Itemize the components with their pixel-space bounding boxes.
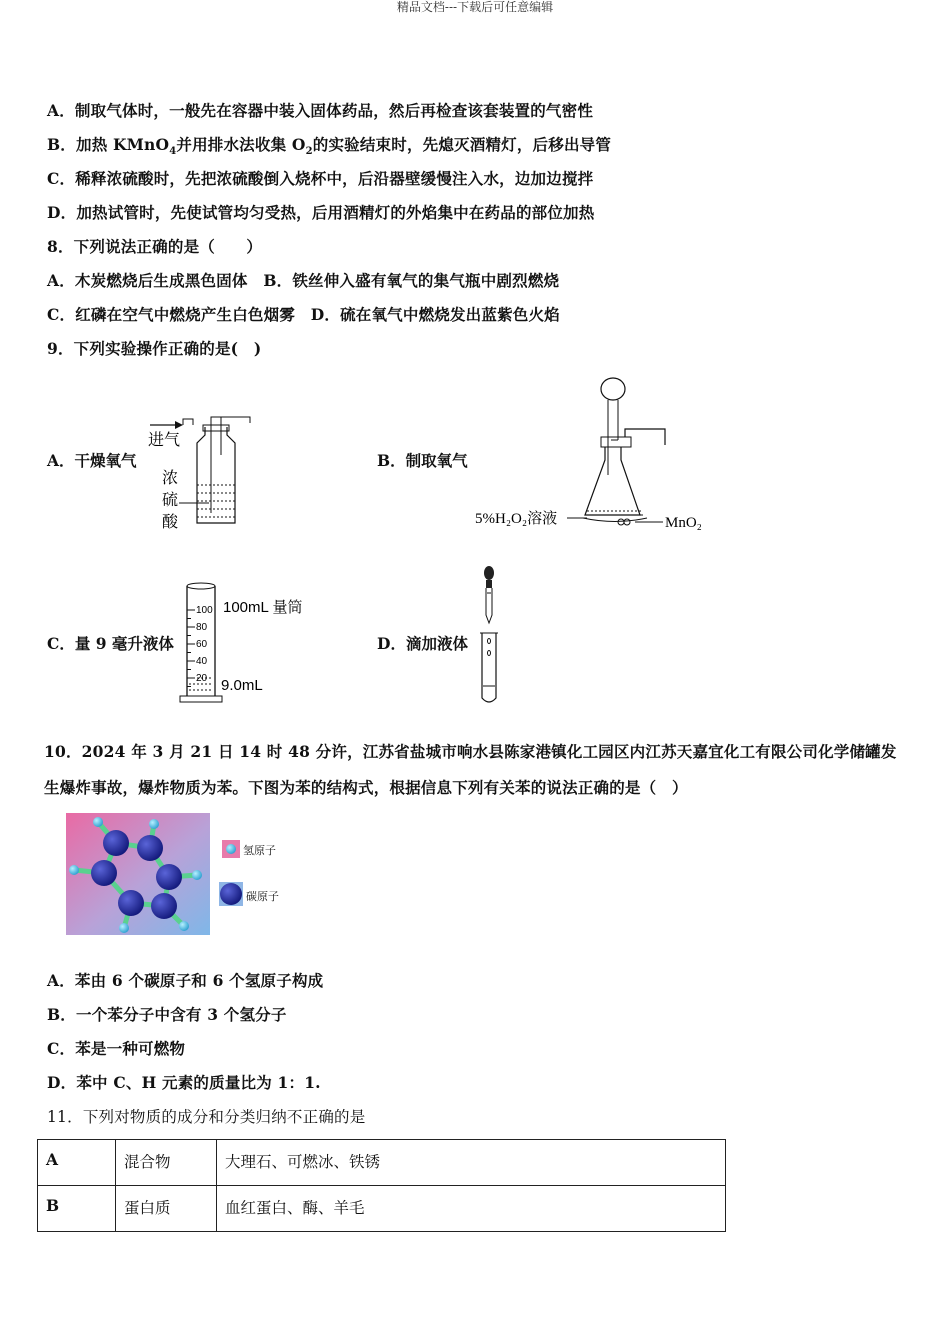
table-cell-key: B (38, 1186, 116, 1232)
option-b-prev: B．加热 KMnO$_4$并用排水法收集 $O_2$的实验结束时，先熄灭酒精灯，后移出导管 (47, 135, 612, 158)
option-d-prev: D．加热试管时，先使试管均匀受热，后用酒精灯的外焰集中在药品的部位加热 (47, 203, 595, 222)
acid-label-3: 酸 (162, 514, 179, 531)
table-cell-category: 混合物 (116, 1140, 217, 1186)
benzene-model-image (66, 813, 210, 935)
acid-label-2: 硫 (162, 492, 179, 509)
cylinder-title: 100mL 量筒 (223, 599, 303, 616)
table-cell-items: 大理石、可燃冰、铁锈 (217, 1140, 726, 1186)
option-c-prev: C．稀释浓硫酸时，先把浓硫酸倒入烧杯中，后沿器壁缓慢注入水，边加边搅拌 (47, 169, 594, 188)
q10-option-d: D．苯中 C、H 元素的质量比为 1：1. (47, 1073, 321, 1092)
q9-option-d: D．滴加液体 (377, 634, 468, 653)
dropper-test-tube-figure (470, 563, 510, 708)
q9-option-b: B．制取氧气 (377, 451, 468, 470)
question-10-line2: 生爆炸事故，爆炸物质为苯。下图为苯的结构式，根据信息下列有关苯的说法正确的是（ ） (44, 778, 688, 797)
cylinder-ticks (187, 605, 213, 687)
cylinder-reading: 9.0mL (221, 677, 263, 694)
cylinder-tick-label: 100 (196, 605, 213, 616)
q9-option-c: C．量 9 毫升液体 (47, 634, 174, 653)
table-row (38, 1140, 726, 1186)
table-row (38, 1186, 726, 1232)
hydrogen-legend-icon (222, 840, 240, 858)
acid-label-1: 浓 (162, 470, 179, 487)
cylinder-tick-label: 60 (196, 639, 208, 650)
gas-drying-bottle-figure (145, 415, 255, 540)
classification-table (37, 1139, 726, 1232)
carbon-legend-icon (219, 882, 243, 906)
oxygen-generator-figure (475, 375, 715, 535)
graduated-cylinder-figure (175, 578, 325, 708)
h2o2-label: 5%H₂O₂溶液 (475, 511, 558, 527)
q9-option-a: A．干燥氧气 (47, 451, 137, 470)
option-a-prev: A．制取气体时，一般先在容器中装入固体药品，然后再检查该套装置的气密性 (47, 101, 594, 120)
cylinder-tick-label: 20 (196, 673, 208, 684)
table-cell-category: 蛋白质 (116, 1186, 217, 1232)
mno2-label: MnO₂ (665, 515, 702, 531)
cylinder-tick-label: 80 (196, 622, 208, 633)
question-8-cd: C．红磷在空气中燃烧产生白色烟雾 D．硫在氧气中燃烧发出蓝紫色火焰 (47, 305, 560, 324)
page-header: 精品文档---下载后可任意编辑 (396, 0, 554, 14)
cylinder-tick-label: 40 (196, 656, 208, 667)
table-cell-key: A (38, 1140, 116, 1186)
q10-option-c: C．苯是一种可燃物 (47, 1039, 186, 1058)
question-8: 8．下列说法正确的是（ ） (47, 237, 263, 256)
question-11: 11．下列对物质的成分和分类归纳不正确的是 (47, 1108, 366, 1126)
question-9: 9．下列实验操作正确的是( ) (47, 339, 262, 358)
hydrogen-legend-label: 氢原子 (243, 844, 276, 857)
q10-option-b: B．一个苯分子中含有 3 个氢分子 (47, 1005, 287, 1024)
question-10-line1: 10．2024 年 3 月 21 日 14 时 48 分许，江苏省盐城市响水县陈家港镇化工园区内江苏天嘉宜化工有限公司化学储罐发 (44, 742, 897, 761)
table-cell-items: 血红蛋白、酶、羊毛 (217, 1186, 726, 1232)
inlet-label: 进气 (148, 432, 181, 449)
question-8-ab: A．木炭燃烧后生成黑色固体 B．铁丝伸入盛有氧气的集气瓶中剧烈燃烧 (47, 271, 560, 290)
carbon-legend-label: 碳原子 (246, 890, 279, 903)
q10-option-a: A．苯由 6 个碳原子和 6 个氢原子构成 (47, 971, 324, 990)
